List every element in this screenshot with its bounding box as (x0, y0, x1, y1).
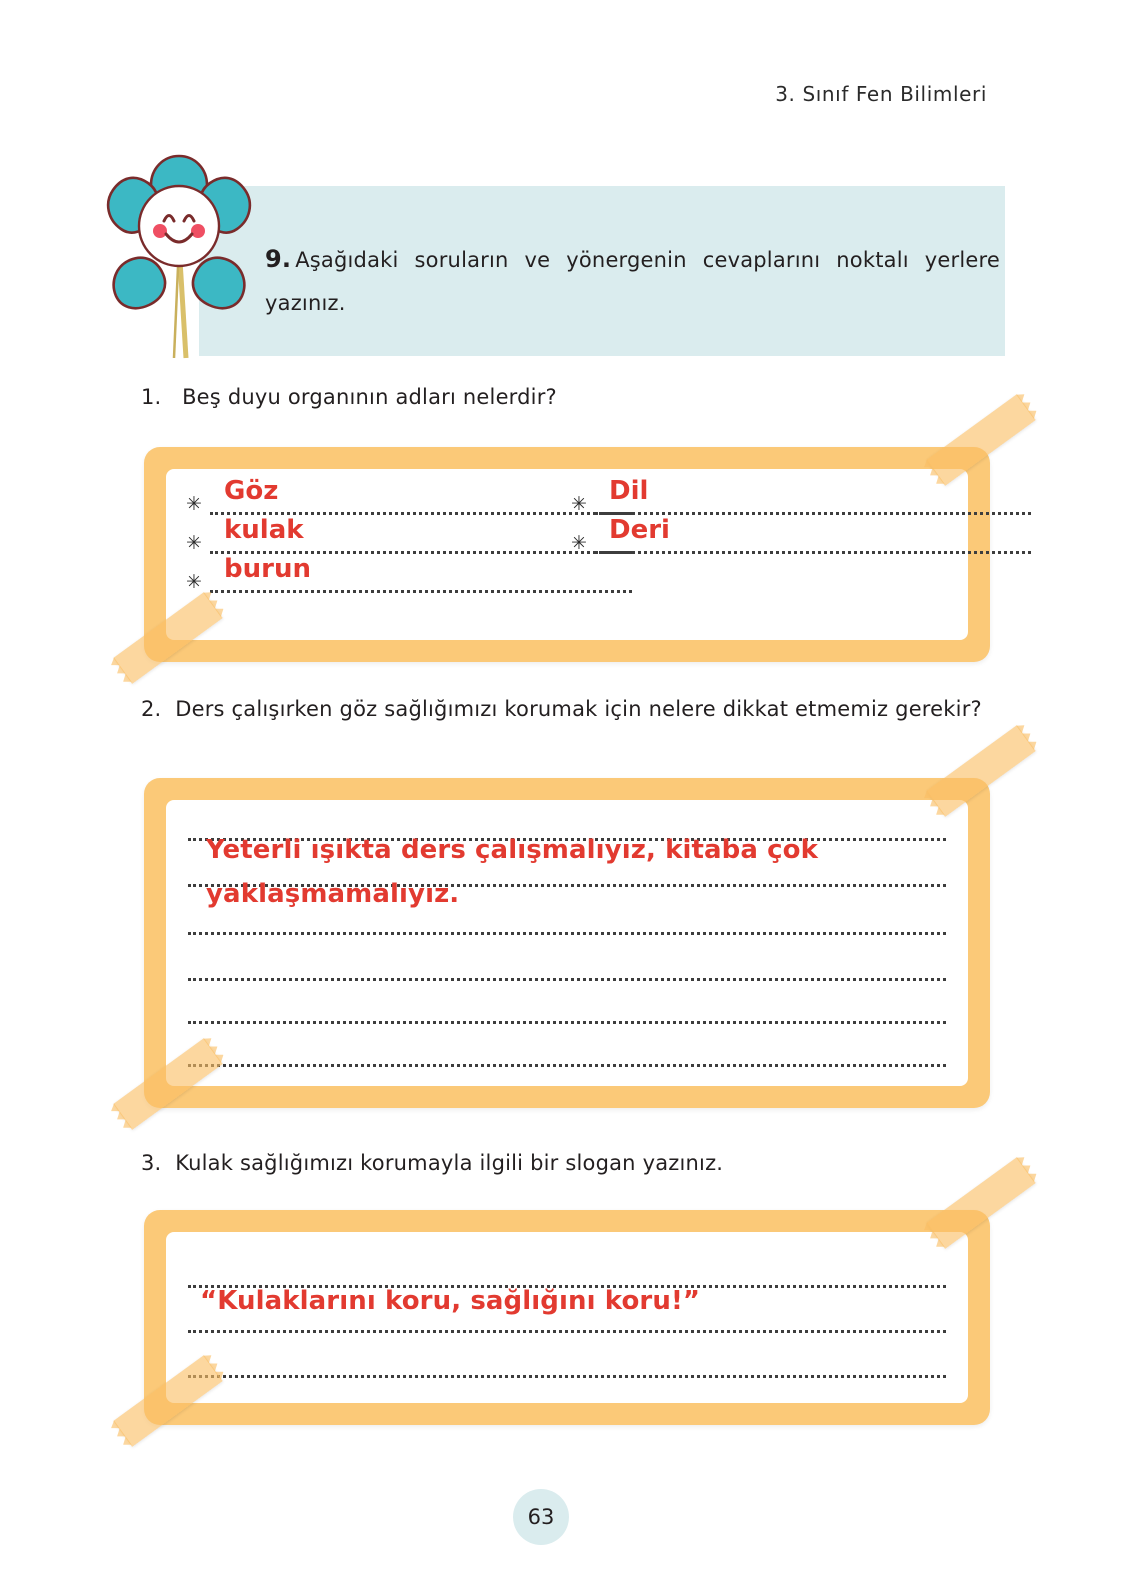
answer-1-item: Göz (224, 476, 279, 506)
dotted-line (188, 1021, 946, 1024)
instruction-text (265, 238, 1000, 325)
question-3-number: 3. (141, 1151, 162, 1175)
dotted-line (188, 978, 946, 981)
answer-row[interactable] (186, 478, 446, 517)
answer-2-text: Yeterli ışıkta ders çalışmalıyız, kitaba çok yaklaşmamalıyız. (206, 835, 819, 909)
answer-1-item: burun (224, 554, 311, 584)
dotted-line (188, 1375, 946, 1378)
asterisk-bullet-icon: ✳ (186, 493, 202, 515)
question-2-label (141, 697, 982, 721)
question-2-number: 2. (141, 697, 162, 721)
answer-row[interactable] (571, 517, 831, 556)
asterisk-bullet-icon: ✳ (571, 532, 587, 554)
dotted-line (188, 1330, 946, 1333)
instruction-body: Aşağıdaki soruların ve yönergenin cevaplarını noktalı yerlere yazınız. (265, 248, 1000, 315)
question-3-text: Kulak sağlığımızı korumayla ilgili bir slogan yazınız. (175, 1151, 724, 1175)
page-number-badge (513, 1489, 569, 1545)
question-1-label (141, 385, 557, 409)
question-3-label (141, 1151, 723, 1175)
asterisk-bullet-icon: ✳ (186, 571, 202, 593)
page-number-value: 63 (527, 1505, 555, 1529)
page-header-title: 3. Sınıf Fen Bilimleri (775, 82, 987, 106)
instruction-number: 9. (265, 245, 292, 273)
answer-1-item: Dil (609, 476, 649, 506)
answer-row[interactable] (186, 556, 446, 595)
question-1-number: 1. (141, 385, 162, 409)
answer-row[interactable] (571, 478, 831, 517)
dotted-line (188, 932, 946, 935)
answer-row[interactable] (186, 517, 446, 556)
answer-1-left-column (186, 478, 446, 595)
question-1-text: Beş duyu organının adları nelerdir? (182, 385, 557, 409)
answer-3-text: “Kulaklarını koru, sağlığını koru!” (200, 1286, 701, 1316)
dotted-line (188, 1064, 946, 1067)
answer-1-right-column (571, 478, 831, 556)
question-2-text: Ders çalışırken göz sağlığımızı korumak için nelere dikkat etmemiz gerekir? (175, 697, 982, 721)
answer-1-item: kulak (224, 515, 304, 545)
dotted-line (595, 551, 1031, 554)
flower-mascot-icon (104, 148, 254, 363)
asterisk-bullet-icon: ✳ (186, 532, 202, 554)
dotted-line (210, 590, 632, 593)
answer-1-item: Deri (609, 515, 670, 545)
asterisk-bullet-icon: ✳ (571, 493, 587, 515)
